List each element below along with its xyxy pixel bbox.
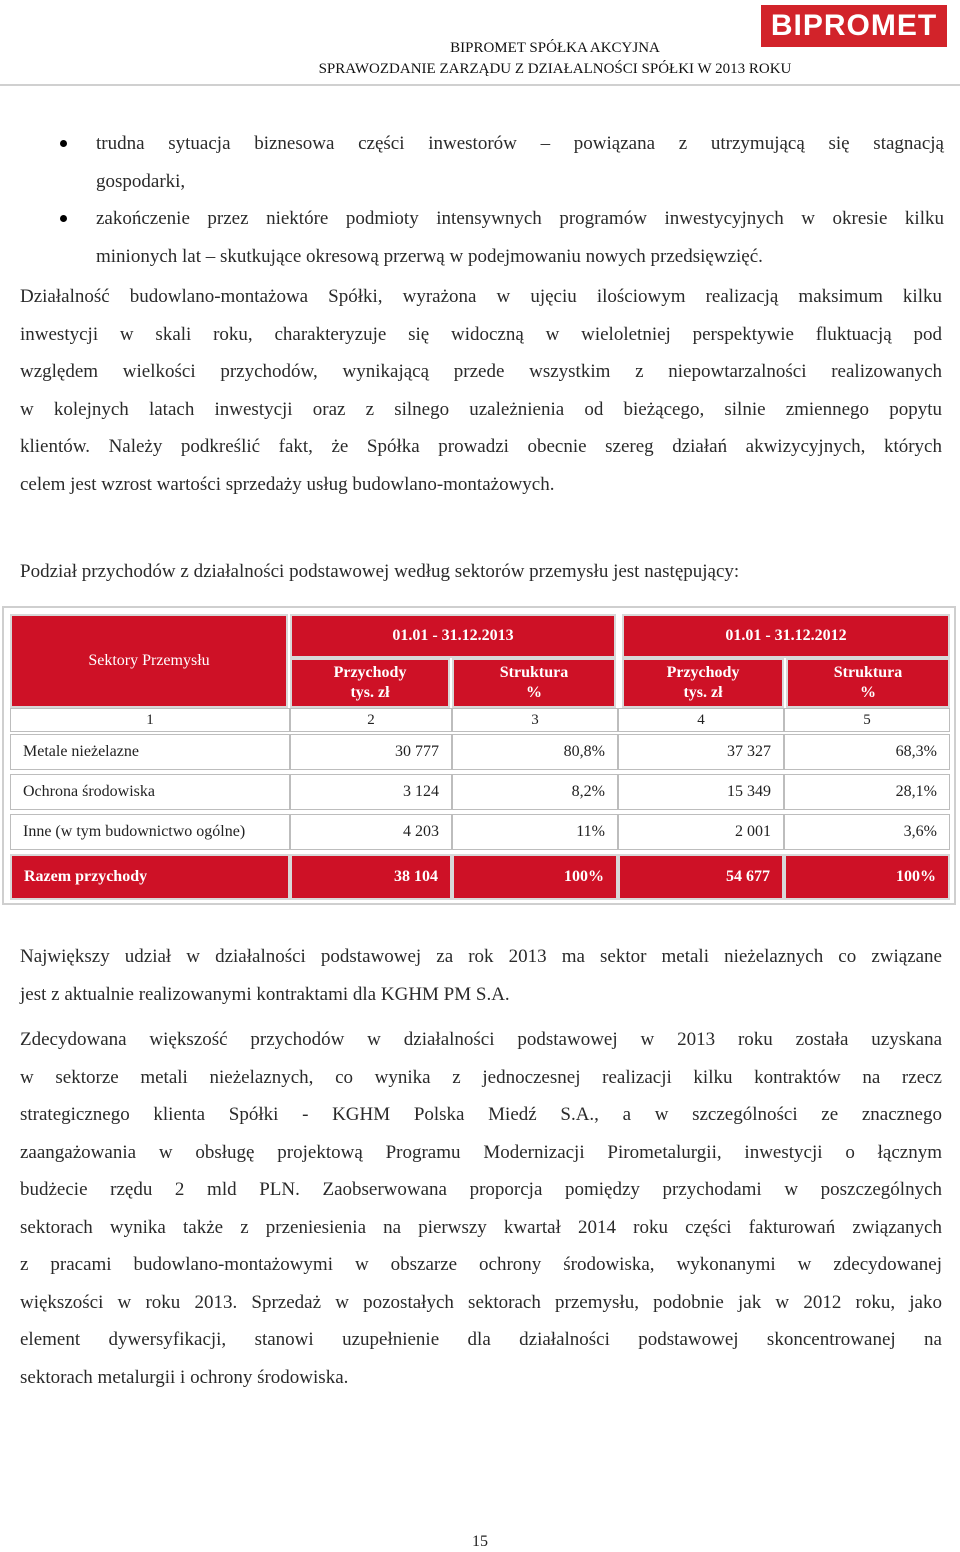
text-line: budżecie rzędu 2 mld PLN. Zaobserwowana proporcja pomiędzy przychodami w poszczególnych (20, 1179, 942, 1200)
text-line: jest z aktualnie realizowanymi kontraktami dla KGHM PM S.A. (20, 983, 510, 1005)
text-line: element dywersyfikacji, stanowi uzupełnienie dla działalności podstawowej skoncentrowanej na (20, 1329, 942, 1350)
text-line: trudna sytuacja biznesowa części inwestorów – powiązana z utrzymującą się stagnacją (96, 133, 944, 154)
bullet-list (60, 125, 944, 275)
text-line: celem jest wzrost wartości sprzedaży usług budowlano-montażowych. (20, 473, 555, 495)
column-number: 1 (10, 708, 290, 732)
revenue-table (2, 606, 956, 905)
revenue-2013: 4 203 (290, 814, 452, 850)
text-line: względem wielkości przychodów, wynikającą przede wszystkim z niepowtarzalności realizowanych (20, 361, 942, 382)
text-line: zakończenie przez niektóre podmioty intensywnych programów inwestycyjnych w okresie kilku (96, 208, 944, 229)
header-divider (0, 84, 960, 86)
text-line: Podział przychodów z działalności podstawowej według sektorów przemysłu jest następujący: (20, 561, 740, 582)
paragraph-activity (20, 278, 942, 503)
header-line: % (860, 684, 876, 701)
total-structure-2013: 100% (452, 854, 618, 900)
revenue-header-2013 (290, 658, 450, 708)
header-line: % (526, 684, 542, 701)
bullet-icon (60, 140, 67, 147)
column-number: 5 (784, 708, 950, 732)
column-number: 3 (452, 708, 618, 732)
text-line: minionych lat – skutkujące okresową przerwą w podejmowaniu nowych przedsięwzięć. (96, 245, 763, 267)
text-line: Największy udział w działalności podstawowej za rok 2013 ma sektor metali nieżelaznych co związane (20, 946, 942, 967)
column-number: 4 (618, 708, 784, 732)
text-line: sektorach metalurgii i ochrony środowiska. (20, 1366, 349, 1388)
text-line: klientów. Należy podkreślić fakt, że Spółka prowadzi obecnie szereg działań akwizycyjnych, których (20, 436, 942, 457)
sector-name: Metale nieżelazne (10, 734, 290, 770)
header-line: Struktura (833, 664, 903, 681)
structure-2012: 28,1% (784, 774, 950, 810)
total-revenue-2013: 38 104 (290, 854, 452, 900)
revenue-2013: 30 777 (290, 734, 452, 770)
structure-header-2013 (452, 658, 616, 708)
header-report-title: SPRAWOZDANIE ZARZĄDU Z DZIAŁALNOŚCI SPÓŁKI W 2013 ROKU (318, 61, 792, 77)
structure-2012: 3,6% (784, 814, 950, 850)
total-label: Razem przychody (10, 854, 290, 900)
revenue-2012: 2 001 (618, 814, 784, 850)
total-structure-2012: 100% (784, 854, 950, 900)
period-2013-header: 01.01 - 31.12.2013 (290, 614, 616, 658)
page-number: 15 (472, 1533, 488, 1550)
total-revenue-2012: 54 677 (618, 854, 784, 900)
revenue-2013: 3 124 (290, 774, 452, 810)
period-2012-header: 01.01 - 31.12.2012 (622, 614, 950, 658)
revenue-2012: 37 327 (618, 734, 784, 770)
header-line: Przychody (333, 664, 407, 681)
bullet-icon (60, 215, 67, 222)
header-line: tys. zł (350, 684, 390, 701)
header-line: Struktura (499, 664, 569, 681)
header-line: tys. zł (683, 684, 723, 701)
list-item (60, 125, 944, 200)
text-line: zaangażowania w obsługę projektową Programu Modernizacji Pirometalurgii, inwestycji o łącznym (20, 1141, 942, 1163)
sector-name: Inne (w tym budownictwo ogólne) (10, 814, 290, 850)
header-line: Przychody (666, 664, 740, 681)
header-company: BIPROMET SPÓŁKA AKCYJNA (450, 40, 660, 56)
sector-name: Ochrona środowiska (10, 774, 290, 810)
bipromet-logo: BIPROMET (761, 5, 947, 47)
column-number: 2 (290, 708, 452, 732)
text-line: strategicznego klienta Spółki - KGHM Polska Miedź S.A., a w szczególności ze znacznego (20, 1104, 942, 1125)
text-line: sektorach wynika także z przeniesienia na pierwszy kwartał 2014 roku części fakturowań związanych (20, 1216, 942, 1238)
structure-2013: 11% (452, 814, 618, 850)
text-line: z pracami budowlano-montażowymi w obszarze ochrony środowiska, wykonanymi w zdecydowanej (20, 1254, 942, 1275)
table-intro (20, 553, 942, 591)
paragraph-largest-share (20, 938, 942, 1013)
text-line: w sektorze metali nieżelaznych, co wynika z jednoczesnej realizacji kilku kontraktów na rzecz (20, 1066, 942, 1088)
text-line: w kolejnych latach inwestycji oraz z silnego uzależnienia od bieżącego, silnie zmiennego popytu (20, 398, 942, 420)
structure-2013: 80,8% (452, 734, 618, 770)
text-line: Działalność budowlano-montażowa Spółki, wyrażona w ujęciu ilościowym realizacją maksimum kilku (20, 286, 942, 307)
paragraph-majority (20, 1021, 942, 1396)
sector-header: Sektory Przemysłu (10, 614, 288, 708)
revenue-header-2012 (622, 658, 784, 708)
text-line: gospodarki, (96, 170, 186, 192)
text-line: większości w roku 2013. Sprzedaż w pozostałych sektorach przemysłu, podobnie jak w 2012 roku, jako (20, 1291, 942, 1313)
structure-header-2012 (786, 658, 950, 708)
text-line: Zdecydowana większość przychodów w działalności podstawowej w 2013 roku została uzyskana (20, 1029, 942, 1050)
list-item (60, 200, 944, 275)
text-line: inwestycji w skali roku, charakteryzuje się widoczną w wieloletniej perspektywie fluktuacją pod (20, 323, 942, 345)
structure-2012: 68,3% (784, 734, 950, 770)
structure-2013: 8,2% (452, 774, 618, 810)
revenue-2012: 15 349 (618, 774, 784, 810)
